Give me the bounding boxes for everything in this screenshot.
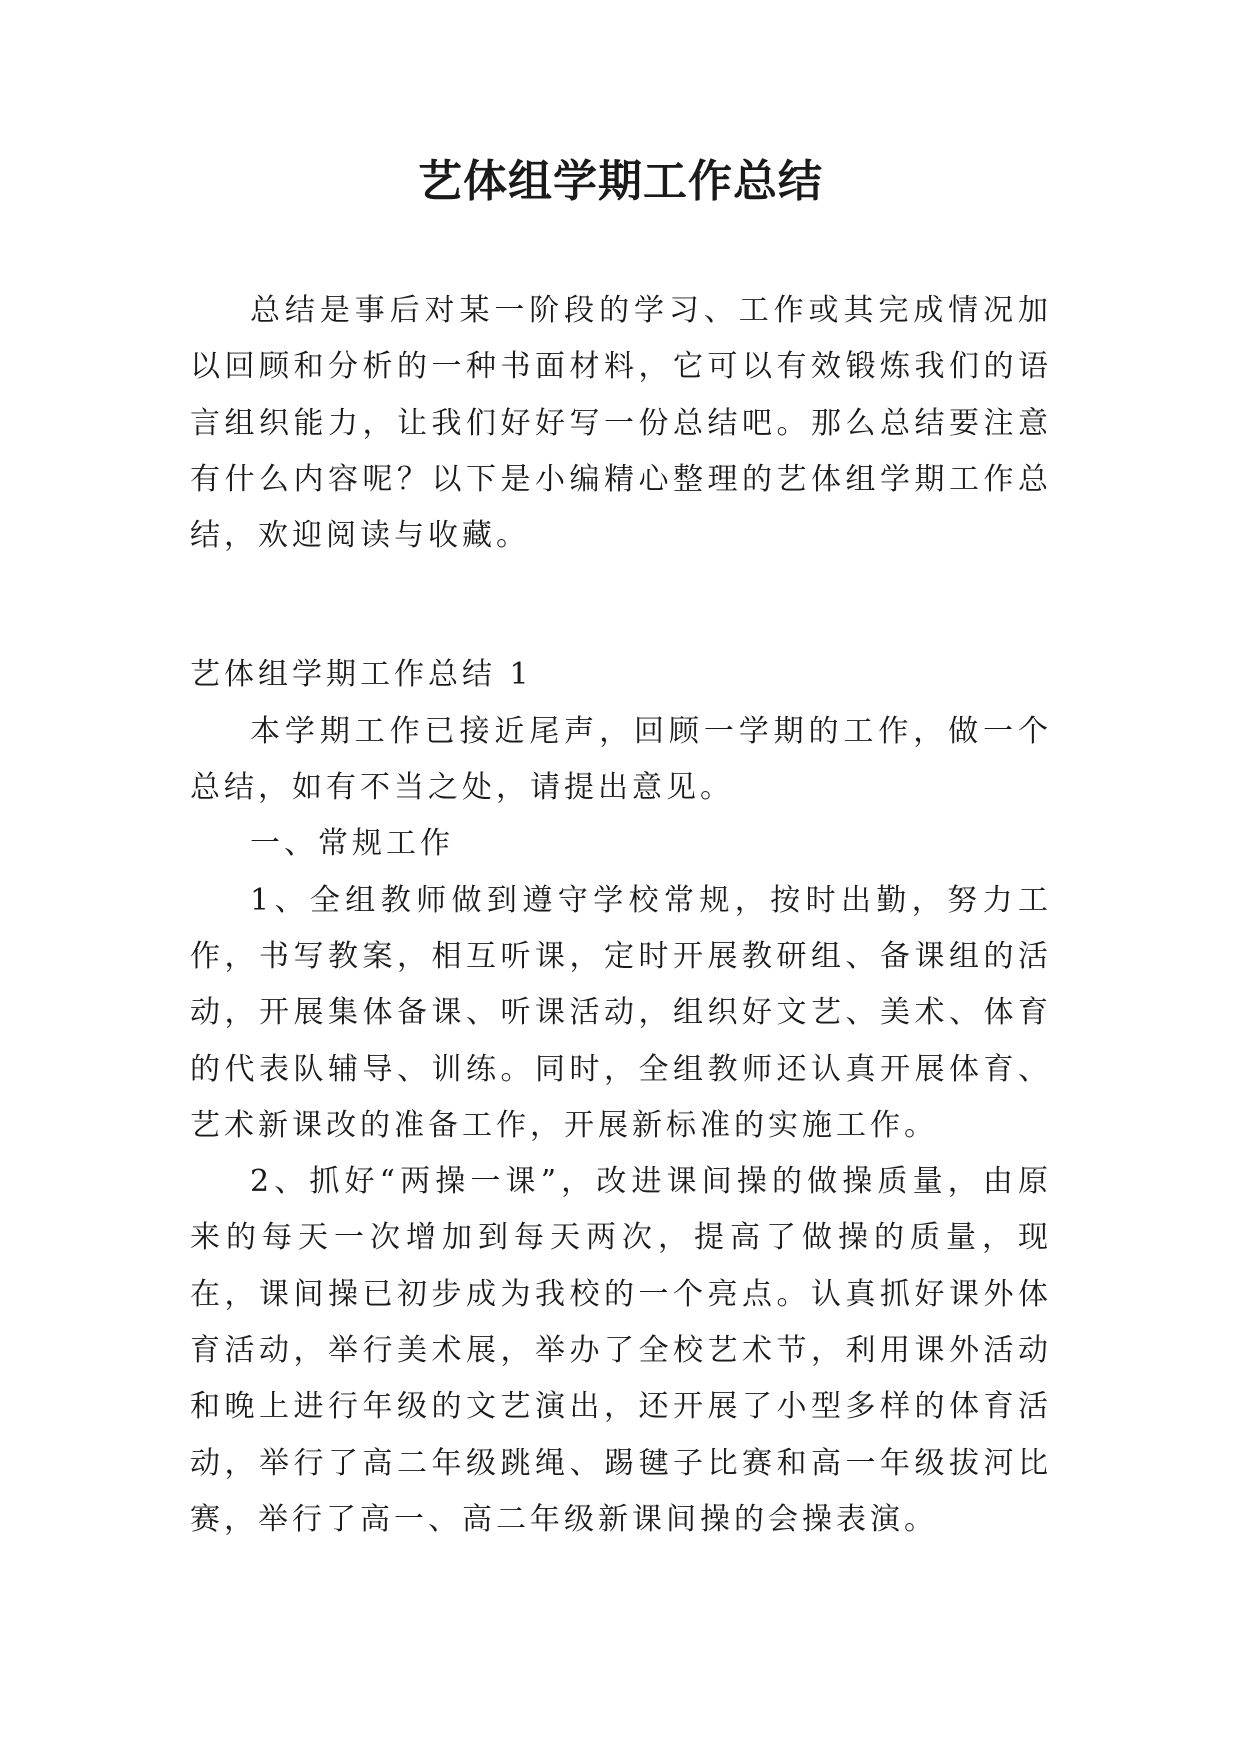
section-spacer bbox=[190, 564, 1052, 647]
body-paragraph-1: 本学期工作已接近尾声，回顾一学期的工作，做一个总结，如有不当之处，请提出意见。 bbox=[190, 713, 1052, 806]
body-paragraph-2: 1、全组教师做到遵守学校常规，按时出勤，努力工作，书写教案，相互听课，定时开展教研组、备课组的活动，开展集体备课、听课活动，组织好文艺、美术、体育的代表队辅导、训练。同时，全组教师还认真开展体育、艺术新课改的准备工作，开展新标准的实施工作。 bbox=[190, 882, 1052, 1143]
body-paragraph-3: 2、抓好“两操一课”，改进课间操的做操质量，由原来的每天一次增加到每天两次，提高了做操的质量，现在，课间操已初步成为我校的一个亮点。认真抓好课外体育活动，举行美术展，举办了全校艺术节，利用课外活动和晚上进行年级的文艺演出，还开展了小型多样的体育活动，举行了高二年级跳绳、踢毽子比赛和高一年级拔河比赛，举行了高一、高二年级新课间操的会操表演。 bbox=[190, 1164, 1052, 1537]
section-heading: 艺体组学期工作总结 1 bbox=[190, 657, 533, 693]
subheading-routine-work: 一、常规工作 bbox=[250, 826, 454, 862]
document-title: 艺体组学期工作总结 bbox=[418, 156, 823, 207]
intro-paragraph: 总结是事后对某一阶段的学习、工作或其完成情况加以回顾和分析的一种书面材料，它可以有效锻炼我们的语言组织能力，让我们好好写一份总结吧。那么总结要注意有什么内容呢？以下是小编精心整理的艺体组学期工作总结，欢迎阅读与收藏。 bbox=[190, 293, 1052, 554]
document-body bbox=[190, 283, 1052, 1548]
